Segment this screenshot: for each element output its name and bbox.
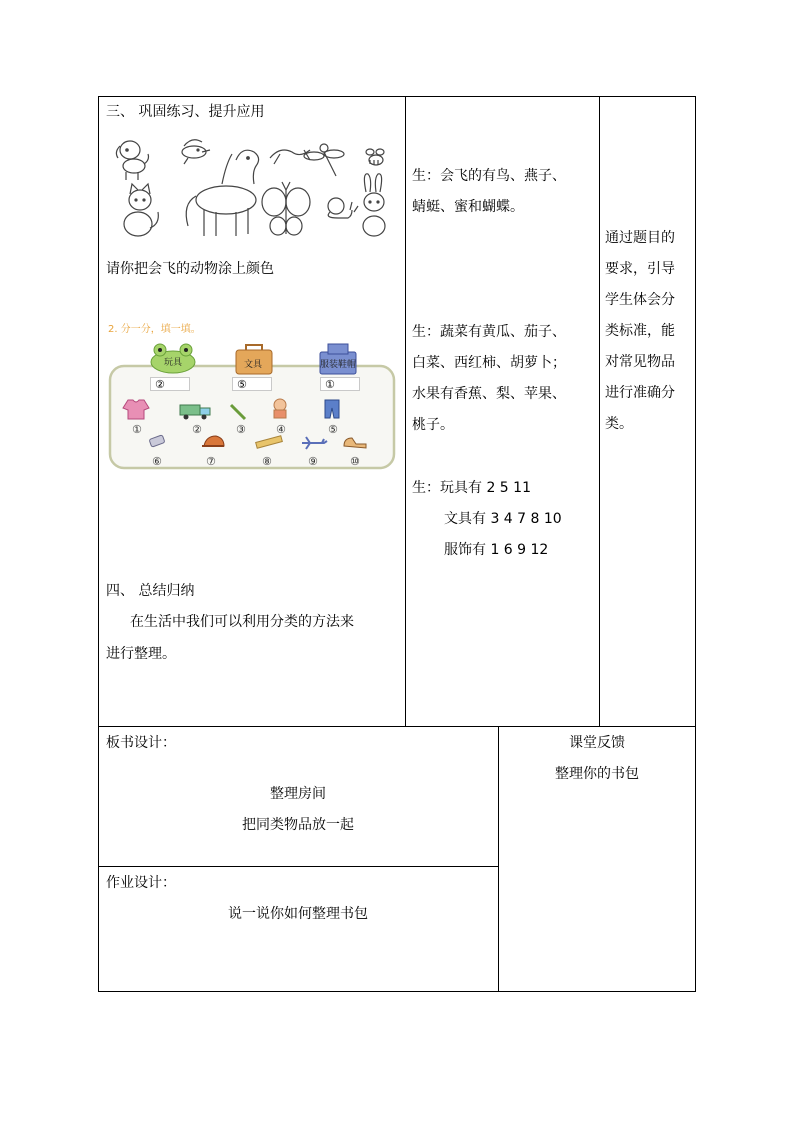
bee-drawing: [366, 149, 384, 165]
category-label-clothing: 服装鞋帽: [320, 360, 357, 370]
eraser-icon: [148, 434, 166, 448]
class-feedback-line-1: 整理你的书包: [555, 766, 639, 782]
butterfly-drawing: [262, 182, 310, 235]
horse-drawing: [186, 150, 258, 236]
answer-box-clothing[interactable]: ①: [320, 377, 360, 391]
homework-design-line-1: 说一说你如何整理书包: [228, 906, 368, 922]
student-answer-2-line-4: 桃子。: [412, 417, 454, 433]
sorting-exercise: [108, 322, 400, 474]
board-design-label: 板书设计：: [106, 735, 176, 751]
board-design-line-2: 把同类物品放一起: [242, 817, 354, 833]
animal-drawing-illustration: [108, 132, 398, 244]
snail-drawing: [328, 198, 358, 218]
section4-line-1: 在生活中我们可以利用分类的方法来: [130, 614, 354, 630]
design-intent-line-2: 要求，引导: [605, 261, 675, 277]
student-answer-1-line-1: 生：会飞的有鸟、燕子、: [412, 168, 566, 184]
clothing-bin-icon: [316, 342, 360, 376]
table-row-divider-2: [98, 866, 499, 867]
table-border-left: [98, 96, 99, 992]
item-number-9: ⑨: [308, 455, 318, 468]
class-feedback-label: 课堂反馈: [569, 735, 625, 751]
ruler-icon: [254, 434, 284, 450]
dog-drawing: [116, 141, 148, 180]
table-border-right: [695, 96, 696, 992]
design-intent-line-3: 学生体会分: [605, 292, 675, 308]
homework-design-label: 作业设计：: [106, 875, 176, 891]
table-border-top: [98, 96, 696, 97]
item-number-4: ④: [276, 423, 286, 436]
item-number-3: ③: [236, 423, 246, 436]
pants-icon: [322, 398, 342, 420]
design-intent-line-4: 类标准，能: [605, 323, 675, 339]
design-intent-line-5: 对常见物品: [605, 354, 675, 370]
answer-box-stationery[interactable]: ⑤: [232, 377, 272, 391]
item-number-7: ⑦: [206, 455, 216, 468]
answer-box-toys[interactable]: ②: [150, 377, 190, 391]
table-border-bottom: [98, 991, 696, 992]
design-intent-line-6: 进行准确分: [605, 385, 675, 401]
student-answer-3-line-3: 服饰有 1 6 9 12: [444, 542, 549, 558]
student-answer-3-line-1: 生：玩具有 2 5 11: [412, 480, 531, 496]
cap-icon: [200, 434, 226, 450]
cat-drawing: [124, 184, 158, 236]
stationery-bag-icon: [234, 342, 274, 376]
student-answer-2-line-3: 水果有香蕉、梨、苹果、: [412, 386, 566, 402]
rabbit-drawing: [363, 174, 385, 236]
shoes-icon: [342, 434, 368, 450]
section4-heading: 四、 总结归纳: [106, 583, 195, 599]
table-col-divider-2: [599, 96, 600, 727]
section4-line-2: 进行整理。: [106, 646, 176, 662]
student-answer-2-line-1: 生：蔬菜有黄瓜、茄子、: [412, 324, 566, 340]
sweater-icon: [122, 398, 150, 420]
item-number-5: ⑤: [328, 423, 338, 436]
design-intent-line-7: 类。: [605, 416, 633, 432]
coloring-instruction: 请你把会飞的动物涂上颜色: [106, 261, 274, 277]
item-number-2: ②: [192, 423, 202, 436]
toy-truck-icon: [178, 402, 212, 420]
doll-icon: [270, 398, 290, 420]
student-answer-1-line-2: 蜻蜓、蜜和蝴蝶。: [412, 199, 524, 215]
exercise-title: 2. 分一分，填一填。: [108, 324, 201, 335]
item-number-10: ⑩: [350, 455, 360, 468]
table-col-divider-1: [405, 96, 406, 727]
design-intent-line-1: 通过题目的: [605, 230, 675, 246]
dragonfly-drawing: [304, 144, 344, 176]
category-label-stationery: 文具: [244, 360, 263, 370]
toy-plane-icon: [300, 434, 328, 450]
board-design-line-1: 整理房间: [270, 786, 326, 802]
table-row-divider-1: [98, 726, 696, 727]
bird-drawing: [182, 140, 210, 164]
category-label-toys: 玩具: [164, 358, 183, 368]
item-number-6: ⑥: [152, 455, 162, 468]
student-answer-2-line-2: 白菜、西红柿、胡萝卜；: [412, 355, 566, 371]
pencil-icon: [228, 402, 248, 422]
item-number-1: ①: [132, 423, 142, 436]
section3-heading: 三、 巩固练习、提升应用: [106, 104, 265, 120]
item-number-8: ⑧: [262, 455, 272, 468]
student-answer-3-line-2: 文具有 3 4 7 8 10: [444, 511, 562, 527]
